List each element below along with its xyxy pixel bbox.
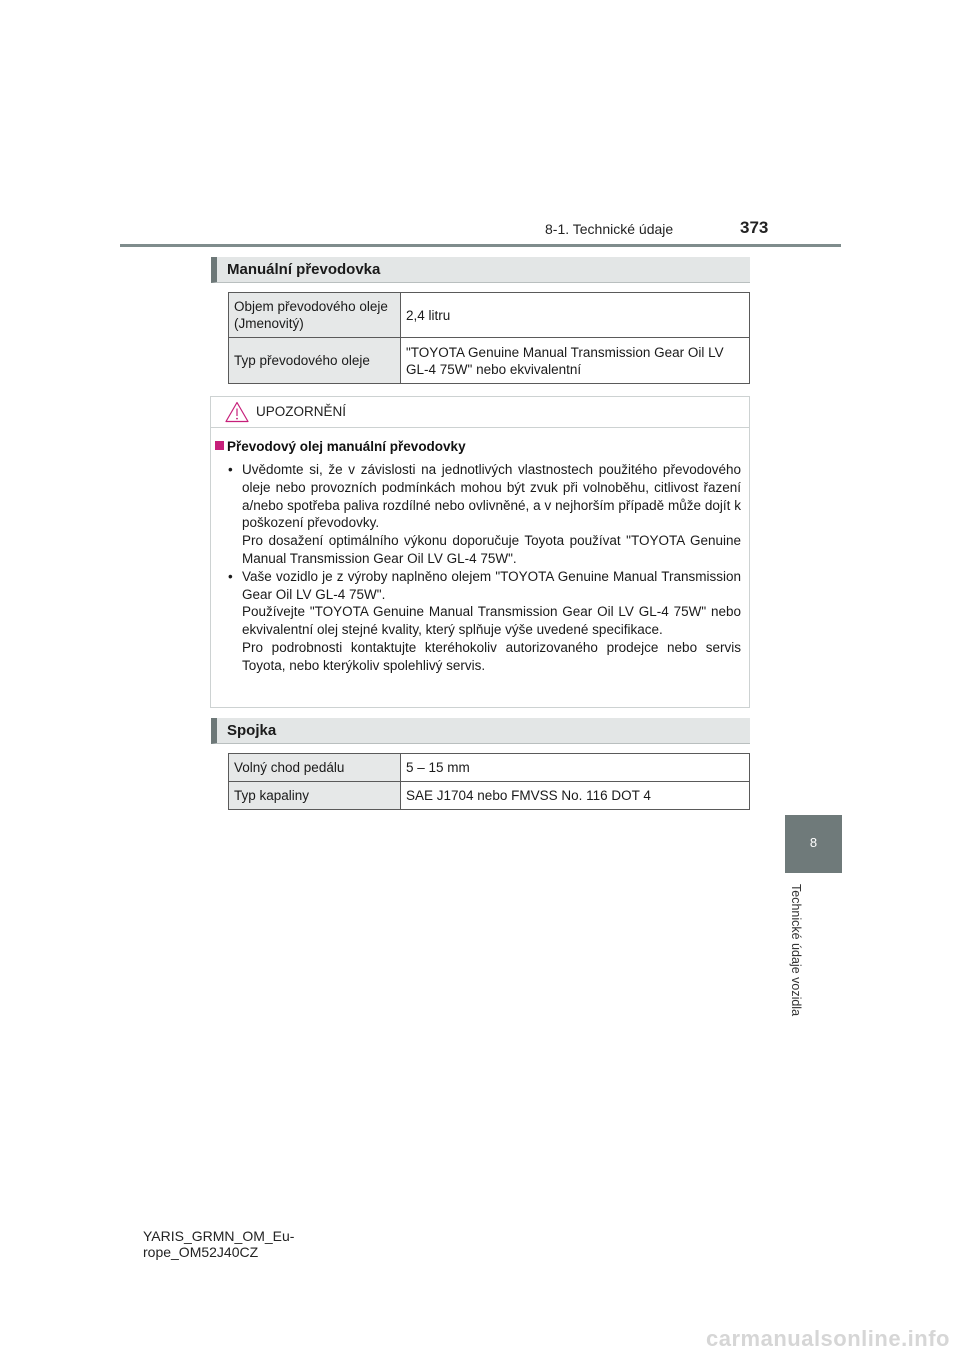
chapter-label: Technické údaje vozidla <box>789 884 803 1017</box>
page-number: 373 <box>740 218 769 237</box>
table-row <box>229 754 750 782</box>
footer-line: YARIS_GRMN_OM_Eu- <box>143 1228 295 1244</box>
section-title: 8-1. Technické údaje <box>545 221 674 237</box>
list-item <box>227 461 741 568</box>
caution-paragraph: Používejte "TOYOTA Genuine Manual Transmission Gear Oil LV GL-4 75W" nebo ekvivalentní olej stejné kvality, který splňuje výše uvedené specifikace. <box>242 604 741 638</box>
table-row <box>229 338 750 384</box>
caution-box <box>210 396 750 708</box>
table-key: Typ kapaliny <box>229 782 401 810</box>
table-key: Volný chod pedálu <box>229 754 401 782</box>
footer-line: rope_OM52J40CZ <box>143 1244 259 1260</box>
section-heading-manual-transmission <box>211 257 750 283</box>
table-key: Objem převodového oleje (Jmenovitý) <box>229 293 401 338</box>
section-heading-label: Spojka <box>227 722 277 739</box>
table-value: 2,4 litru <box>401 293 750 338</box>
chapter-tab <box>785 815 842 873</box>
table-value: SAE J1704 nebo FMVSS No. 116 DOT 4 <box>401 782 750 810</box>
chapter-number: 8 <box>809 835 818 850</box>
caution-title: UPOZORNĚNÍ <box>256 404 347 419</box>
clutch-table <box>228 753 750 810</box>
manual-transmission-table <box>228 292 750 384</box>
watermark: carmanualsonline.info <box>706 1326 950 1351</box>
list-item <box>227 568 741 675</box>
table-value: "TOYOTA Genuine Manual Transmission Gear Oil LV GL-4 75W" nebo ekvivalentní <box>401 338 750 384</box>
table-key: Typ převodového oleje <box>229 338 401 384</box>
caution-subtitle-text: Převodový olej manuální převodovky <box>227 439 466 454</box>
table-row <box>229 782 750 810</box>
bullet-dot: • <box>228 462 233 477</box>
table-value: 5 – 15 mm <box>401 754 750 782</box>
table-row <box>229 293 750 338</box>
square-bullet-icon <box>215 441 224 450</box>
section-heading-clutch <box>211 718 750 744</box>
warning-triangle-icon <box>225 401 249 423</box>
section-heading-label: Manuální převodovka <box>227 261 381 278</box>
caution-body <box>227 461 741 675</box>
caution-paragraph: Pro dosažení optimálního výkonu doporučuje Toyota používat "TOYOTA Genuine Manual Transmission Gear Oil LV GL-4 75W". <box>242 533 741 566</box>
caution-subtitle <box>215 439 466 454</box>
header-divider <box>120 244 841 247</box>
caution-paragraph: Uvědomte si, že v závislosti na jednotlivých vlastnostech použitého převodového oleje nebo provozních podmínkách mohou být zvuk při volnoběhu, citlivost řazení a/nebo spotřeba paliva rozdílné nebo ovlivněné, a v nejhorším případě může dojít k poškození převodovky. <box>242 462 741 531</box>
bullet-dot: • <box>228 568 233 584</box>
footer-doc-id <box>143 1228 294 1260</box>
caution-paragraph: Pro podrobnosti kontaktujte kteréhokoliv autorizovaného prodejce nebo servis Toyota, nebo kterýkoliv spolehlivý servis. <box>242 639 741 673</box>
caution-header <box>211 397 749 428</box>
caution-paragraph: Vaše vozidlo je z výroby naplněno olejem "TOYOTA Genuine Manual Transmission Gear Oil LV GL-4 75W". <box>242 568 741 602</box>
